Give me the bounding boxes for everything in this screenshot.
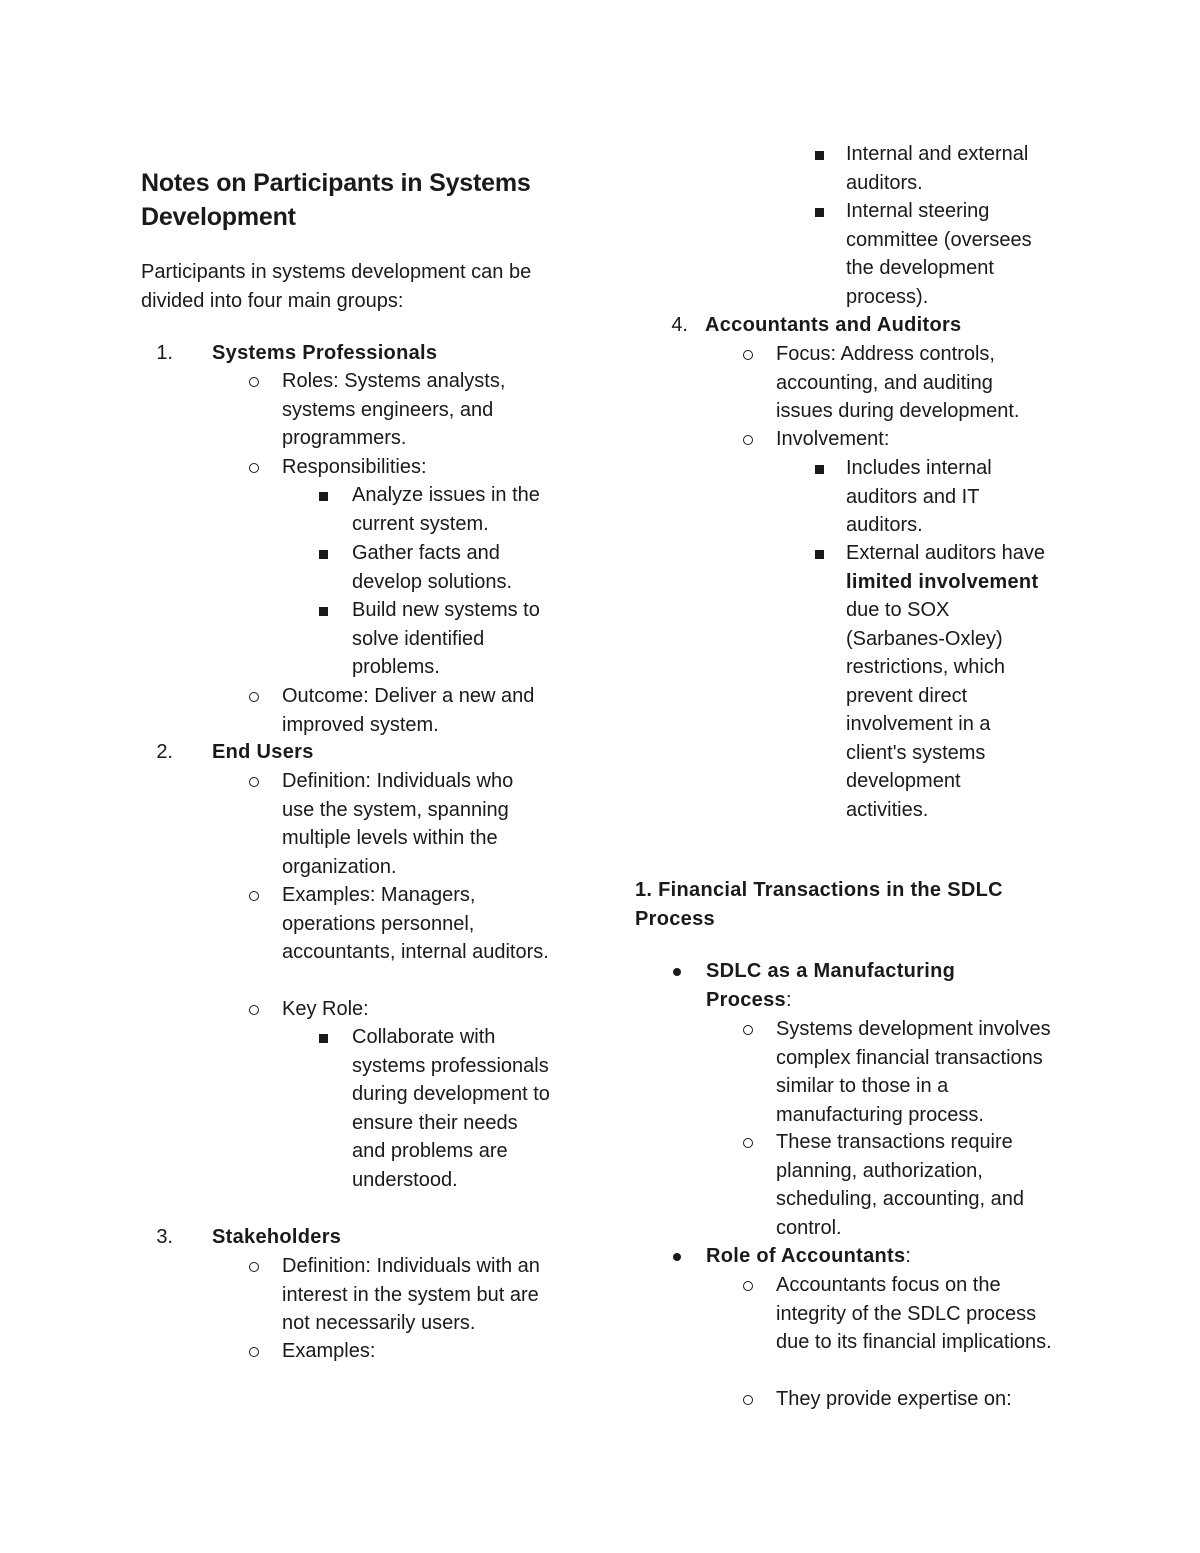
list-number: 2.: [156, 741, 173, 763]
circle-bullet-icon: [249, 777, 259, 787]
circle-bullet-icon: [249, 1262, 259, 1272]
list-number: 3.: [156, 1226, 173, 1248]
circle-bullet-icon: [249, 377, 259, 387]
list-item: [635, 311, 1065, 340]
list-item: Involvement:: [635, 425, 1050, 454]
list-item: Definition: Individuals who use the system, spanning multiple levels within the organization.: [141, 767, 551, 881]
list-item: Includes internal auditors and IT auditors.: [635, 454, 1030, 540]
circle-bullet-icon: [249, 891, 259, 901]
list-item: Role of Accountants:: [635, 1242, 1035, 1271]
square-bullet-icon: [319, 1034, 328, 1043]
circle-bullet-icon: [249, 1005, 259, 1015]
bullet-heading: Role of Accountants: [706, 1245, 906, 1267]
bullet-heading: SDLC as a Manufacturing Process: [706, 960, 956, 1011]
list-number: 1.: [156, 342, 173, 364]
list-item: Focus: Address controls, accounting, and auditing issues during development.: [635, 340, 1050, 426]
list-item: Key Role:: [141, 995, 551, 1024]
list-item: Systems development involves complex financial transactions similar to those in a manufacturing process.: [635, 1015, 1055, 1129]
square-bullet-icon: [319, 550, 328, 559]
list-item: [141, 339, 571, 368]
square-bullet-icon: [815, 550, 824, 559]
circle-bullet-icon: [743, 1281, 753, 1291]
circle-bullet-icon: [249, 692, 259, 702]
list-item: Outcome: Deliver a new and improved system.: [141, 682, 561, 739]
list-item: [141, 1223, 571, 1252]
square-bullet-icon: [815, 151, 824, 160]
intro-paragraph: Participants in systems development can be divided into four main groups:: [141, 261, 532, 312]
list-item: Examples: Managers, operations personnel, accountants, internal auditors.: [141, 881, 551, 967]
list-number: 4.: [671, 314, 688, 336]
circle-bullet-icon: [743, 1395, 753, 1405]
disc-bullet-icon: [673, 968, 681, 976]
circle-bullet-icon: [743, 1138, 753, 1148]
emphasis-text: limited involvement: [846, 570, 1039, 593]
circle-bullet-icon: [249, 463, 259, 473]
circle-bullet-icon: [743, 435, 753, 445]
section-heading: 1. Financial Transactions in the SDLC Process: [635, 879, 1003, 930]
group-heading: Stakeholders: [212, 1226, 342, 1248]
square-bullet-icon: [319, 492, 328, 501]
list-item: Internal and external auditors.: [635, 140, 1055, 197]
list-item: Examples:: [141, 1337, 561, 1366]
list-item: Gather facts and develop solutions.: [141, 539, 566, 596]
square-bullet-icon: [815, 465, 824, 474]
circle-bullet-icon: [743, 1025, 753, 1035]
page-title: Notes on Participants in Systems Development: [141, 169, 531, 231]
list-item: SDLC as a Manufacturing Process:: [635, 957, 1035, 1014]
circle-bullet-icon: [249, 1347, 259, 1357]
list-item: Internal steering committee (oversees the development process).: [635, 197, 1055, 311]
list-item: Collaborate with systems professionals during development to ensure their needs and problems are understood.: [141, 1023, 551, 1194]
list-item: External auditors have limited involvement due to SOX (Sarbanes-Oxley) restrictions, which prevent direct involvement in a client's systems development activities.: [635, 539, 1045, 824]
group-heading: Accountants and Auditors: [705, 314, 962, 336]
list-item: Roles: Systems analysts, systems engineers, and programmers.: [141, 367, 561, 453]
list-item: These transactions require planning, authorization, scheduling, accounting, and control.: [635, 1128, 1055, 1242]
circle-bullet-icon: [743, 350, 753, 360]
square-bullet-icon: [319, 607, 328, 616]
list-item: Responsibilities:: [141, 453, 561, 482]
group-heading: Systems Professionals: [212, 342, 438, 364]
list-item: They provide expertise on:: [635, 1385, 1060, 1414]
list-item: Build new systems to solve identified problems.: [141, 596, 566, 682]
square-bullet-icon: [815, 208, 824, 217]
list-item: Analyze issues in the current system.: [141, 481, 566, 538]
disc-bullet-icon: [673, 1253, 681, 1261]
list-item: Definition: Individuals with an interest in the system but are not necessarily users.: [141, 1252, 569, 1338]
list-item: Accountants focus on the integrity of the SDLC process due to its financial implications.: [635, 1271, 1060, 1357]
group-heading: End Users: [212, 741, 314, 763]
list-item: [141, 738, 571, 767]
